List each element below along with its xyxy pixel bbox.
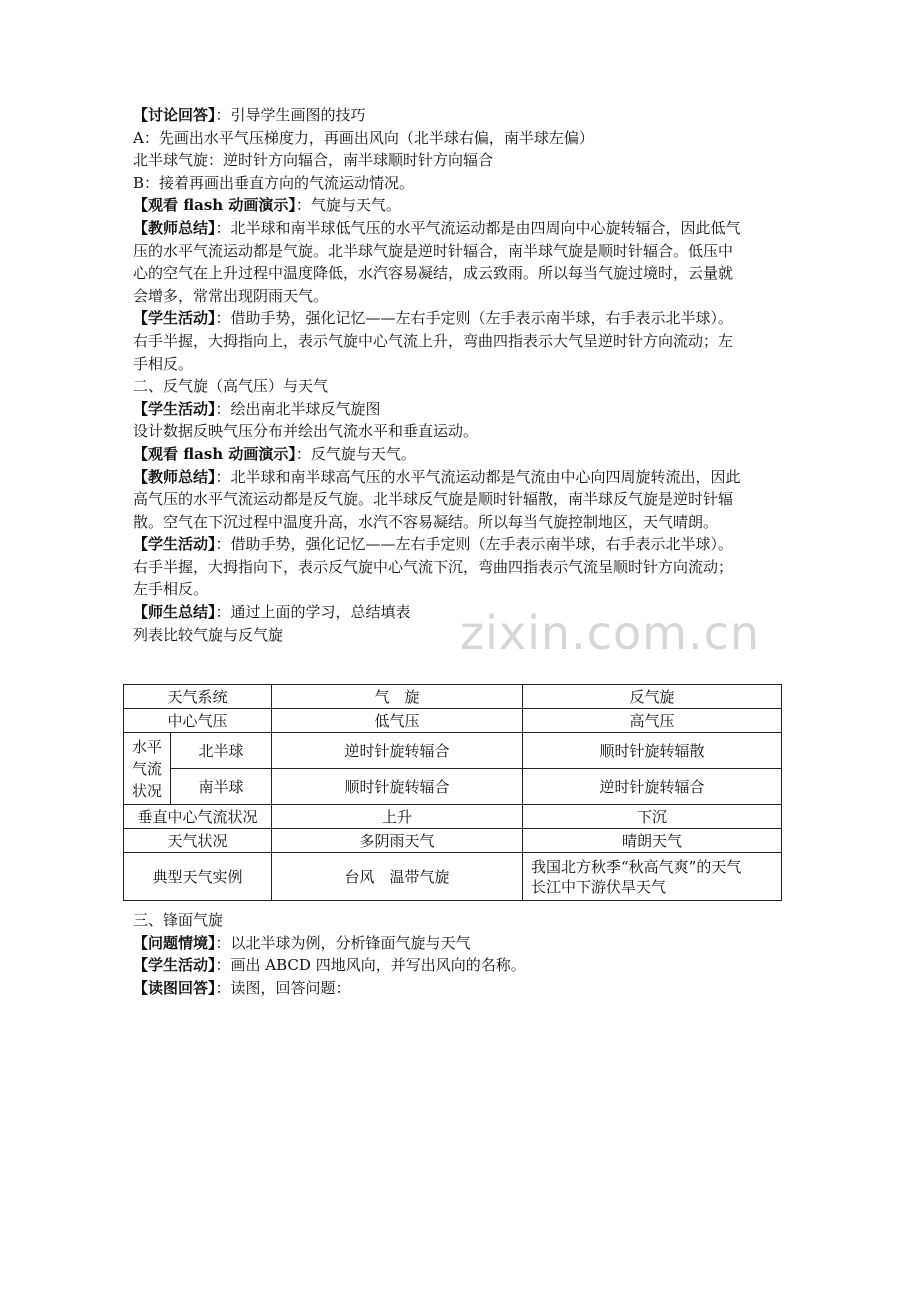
text-line [133,307,793,330]
row-label-center-pressure: 中心气压 [124,709,272,733]
line-text: A：先画出水平气压梯度力，再画出风向（北半球右偏，南半球左偏） [133,128,594,147]
cell-south-cyclone: 顺时针旋转辐合 [272,769,523,805]
cell-south-anticyclone: 逆时针旋转辐合 [523,769,782,805]
watermark: zixin.com.cn [460,606,761,660]
text-line [133,601,793,624]
line-text: 手相反。 [133,354,194,373]
line-text: 右手半握，大拇指向下，表示反气旋中心气流下沉，弯曲四指表示气流呈顺时针方向流动； [133,557,734,576]
text-line [133,511,793,534]
cell-example-cyclone: 台风 温带气旋 [272,853,523,901]
section-tag: 【学生活动】 [133,535,216,554]
cell-weather-anticyclone: 晴朗天气 [523,829,782,853]
section-tag: 【观看 flash 动画演示】 [133,196,296,215]
line-text: 散。空气在下沉过程中温度升高，水汽不容易凝结。所以每当气旋控制地区，天气晴朗。 [133,512,719,531]
upper-text-block [133,104,793,646]
cell-vertical-cyclone: 上升 [272,805,523,829]
section-tag: 【读图回答】 [133,978,216,997]
line-text: 右手半握，大拇指向上，表示气旋中心气流上升，弯曲四指表示大气呈逆时针方向流动；左 [133,331,734,350]
line-text: 会增多，常常出现阴雨天气。 [133,286,329,305]
line-text: 三、锋面气旋 [133,911,224,929]
cell-vertical-anticyclone: 下沉 [523,805,782,829]
line-text: 左手相反。 [133,580,209,599]
text-line [133,285,793,308]
text-line [133,398,793,421]
line-text: ：气旋与天气。 [295,196,401,215]
table-row [124,853,782,901]
section-tag: 【教师总结】 [133,467,216,486]
table-row [124,829,782,853]
text-line [133,466,793,489]
table-row [124,733,782,769]
line-text: 二、反气旋（高气压）与天气 [133,377,329,396]
line-text: ：绘出南北半球反气旋图 [215,399,381,418]
line-text: ：读图，回答问题： [215,978,351,997]
text-line [133,330,793,353]
table-row [124,805,782,829]
horizontal-flow-label: 水平气流状况 [131,737,162,800]
line-text: 高气压的水平气流运动都是反气旋。北半球反气旋是顺时针辐散，南半球反气旋是逆时针辐 [133,490,734,509]
lower-text-block [133,909,793,999]
row-label-weather: 天气状况 [124,829,272,853]
table-row [124,769,782,805]
cell-north-anticyclone: 顺时针旋转辐散 [523,733,782,769]
line-text: ：通过上面的学习，总结填表 [215,603,411,622]
row-label-example: 典型天气实例 [124,853,272,901]
text-line [133,353,793,376]
line-text: 北半球气旋：逆时针方向辐合，南半球顺时针方向辐合 [133,151,494,170]
line-text: ：引导学生画图的技巧 [215,106,366,124]
text-line [133,488,793,511]
section-tag: 【学生活动】 [133,956,216,975]
text-line [133,194,793,217]
section-tag: 【学生活动】 [133,309,216,328]
text-line [133,217,793,240]
text-line [133,624,793,647]
cell-center-anticyclone: 高气压 [523,709,782,733]
section-tag: 【讨论回答】 [133,106,216,124]
row-label-north: 北半球 [171,733,272,769]
text-line [133,954,793,977]
line-text: 压的水平气流运动都是气旋。北半球气旋是逆时针辐合，南半球气旋是顺时针辐合。低压中 [133,241,734,260]
table-row [124,709,782,733]
line-text: 设计数据反映气压分布并绘出气流水平和垂直运动。 [133,422,479,441]
text-line [133,149,793,172]
header-anticyclone: 反气旋 [523,685,782,709]
line-text: ：北半球和南半球低气压的水平气流运动都是由四周向中心旋转辐合，因此低气 [215,218,741,237]
line-text: 心的空气在上升过程中温度降低，水汽容易凝结，成云致雨。所以每当气旋过境时，云量就 [133,264,734,283]
line-text: ：以北半球为例，分析锋面气旋与天气 [215,933,471,952]
row-label-south: 南半球 [171,769,272,805]
text-line [133,375,793,398]
section-tag: 【教师总结】 [133,218,216,237]
text-line [133,420,793,443]
line-text: ：画出 ABCD 四地风向，并写出风向的名称。 [215,956,526,975]
header-cyclone: 气 旋 [272,685,523,709]
comparison-table [123,684,782,901]
section-tag: 【观看 flash 动画演示】 [133,444,296,463]
text-line [133,578,793,601]
cell-north-cyclone: 逆时针旋转辐合 [272,733,523,769]
cell-center-cyclone: 低气压 [272,709,523,733]
text-line [133,127,793,150]
text-line [133,977,793,1000]
cell-example-anticyclone [523,853,782,901]
text-line [133,932,793,955]
text-line [133,104,793,127]
header-weather-system: 天气系统 [124,685,272,709]
text-line [133,262,793,285]
section-tag: 【学生活动】 [133,399,216,418]
text-line [133,240,793,263]
row-label-vertical-flow: 垂直中心气流状况 [124,805,272,829]
section-tag: 【问题情境】 [133,933,216,952]
line-text: ：借助手势，强化记忆——左右手定则（左手表示南半球，右手表示北半球）。 [215,309,734,328]
example-anticyclone-line-1: 我国北方秋季“秋高气爽”的天气 [531,857,742,876]
example-anticyclone-line-2: 长江中下游伏旱天气 [531,877,667,896]
line-text: 列表比较气旋与反气旋 [133,625,284,644]
text-line [133,172,793,195]
line-text: ：借助手势，强化记忆——左右手定则（左手表示南半球，右手表示北半球）。 [215,535,734,554]
row-label-horizontal-flow [124,733,171,805]
table-row [124,685,782,709]
text-line [133,909,793,932]
line-text: ：北半球和南半球高气压的水平气流运动都是气流由中心向四周旋转流出，因此 [215,467,741,486]
cell-weather-cyclone: 多阴雨天气 [272,829,523,853]
line-text: ：反气旋与天气。 [295,444,416,463]
text-line [133,443,793,466]
text-line [133,556,793,579]
text-line [133,533,793,556]
section-tag: 【师生总结】 [133,603,216,622]
line-text: B：接着再画出垂直方向的气流运动情况。 [133,173,415,192]
